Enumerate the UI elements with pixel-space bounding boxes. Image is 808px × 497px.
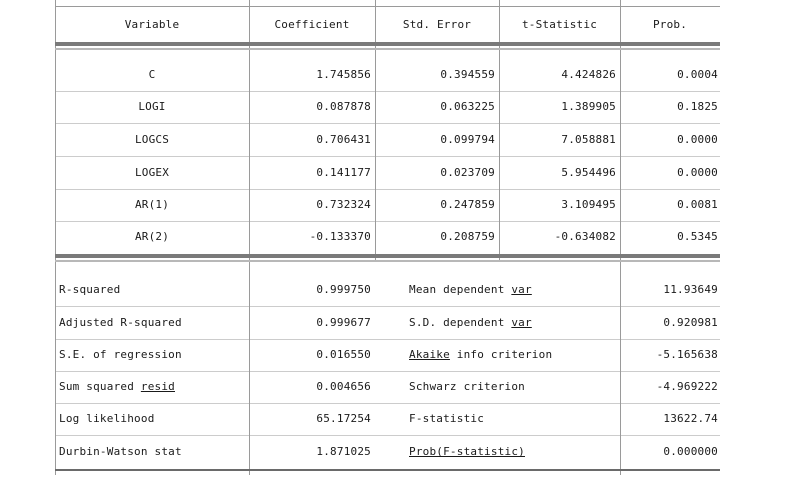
stat-label-2: Schwarz criterion bbox=[409, 380, 525, 393]
row-divider bbox=[55, 435, 720, 436]
row-prob: 0.0004 bbox=[677, 68, 718, 81]
row-coefficient: 0.706431 bbox=[316, 133, 371, 146]
stat-label: Log likelihood bbox=[59, 412, 155, 425]
row-std-error: 0.394559 bbox=[440, 68, 495, 81]
stat-label: Adjusted R-squared bbox=[59, 316, 182, 329]
stat-label: R-squared bbox=[59, 283, 121, 296]
stat-value-2: 13622.74 bbox=[663, 412, 718, 425]
stat-label: Durbin-Watson stat bbox=[59, 445, 182, 458]
row-coefficient: -0.133370 bbox=[309, 230, 371, 243]
underlined-word: Akaike bbox=[409, 348, 450, 361]
row-t-statistic: 3.109495 bbox=[561, 198, 616, 211]
stat-value-2: -5.165638 bbox=[656, 348, 718, 361]
row-divider bbox=[55, 339, 720, 340]
header-std-error: Std. Error bbox=[402, 18, 472, 31]
stat-label: Sum squared resid bbox=[59, 380, 175, 393]
row-divider bbox=[55, 306, 720, 307]
stat-value-2: 11.93649 bbox=[663, 283, 718, 296]
stat-value: 0.999677 bbox=[316, 316, 371, 329]
row-prob: 0.0000 bbox=[677, 133, 718, 146]
stat-label-2: Akaike info criterion bbox=[409, 348, 553, 361]
row-std-error: 0.063225 bbox=[440, 100, 495, 113]
stat-label-2 bbox=[409, 441, 619, 463]
row-coefficient: 1.745856 bbox=[316, 68, 371, 81]
row-divider bbox=[55, 123, 720, 124]
stat-label-2: Mean dependent var bbox=[409, 283, 532, 296]
header-variable: Variable bbox=[124, 18, 180, 31]
header-t-statistic: t-Statistic bbox=[521, 18, 598, 31]
row-variable: LOGI bbox=[138, 100, 166, 113]
row-divider bbox=[55, 156, 720, 157]
stat-value-2: 0.920981 bbox=[663, 316, 718, 329]
stat-value: 65.17254 bbox=[316, 412, 371, 425]
underlined-word: var bbox=[511, 283, 532, 296]
row-prob: 0.5345 bbox=[677, 230, 718, 243]
stat-value: 0.999750 bbox=[316, 283, 371, 296]
row-divider bbox=[55, 221, 720, 222]
row-divider bbox=[55, 91, 720, 92]
stat-label-2: S.D. dependent var bbox=[409, 316, 532, 329]
row-std-error: 0.247859 bbox=[440, 198, 495, 211]
row-divider bbox=[55, 371, 720, 372]
row-divider bbox=[55, 189, 720, 190]
row-prob: 0.0000 bbox=[677, 166, 718, 179]
row-t-statistic: -0.634082 bbox=[554, 230, 616, 243]
row-variable: AR(2) bbox=[134, 230, 170, 243]
row-std-error: 0.023709 bbox=[440, 166, 495, 179]
header-coefficient: Coefficient bbox=[274, 18, 350, 31]
underlined-word: Prob(F-statistic) bbox=[409, 445, 525, 458]
row-prob: 0.1825 bbox=[677, 100, 718, 113]
stat-label-2: F-statistic bbox=[409, 412, 485, 425]
regression-output-table bbox=[55, 0, 720, 475]
header-rule bbox=[55, 48, 720, 50]
row-std-error: 0.208759 bbox=[440, 230, 495, 243]
stat-value-2: -4.969222 bbox=[656, 380, 718, 393]
underlined-word: resid bbox=[140, 380, 175, 393]
section-rule bbox=[55, 254, 720, 258]
bottom-border bbox=[55, 469, 720, 471]
row-coefficient: 0.087878 bbox=[316, 100, 371, 113]
row-variable: C bbox=[148, 68, 156, 81]
row-std-error: 0.099794 bbox=[440, 133, 495, 146]
stat-value: 0.016550 bbox=[316, 348, 371, 361]
row-coefficient: 0.732324 bbox=[316, 198, 371, 211]
row-variable: AR(1) bbox=[134, 198, 170, 211]
underlined-word: var bbox=[511, 316, 532, 329]
row-coefficient: 0.141177 bbox=[316, 166, 371, 179]
row-variable: LOGCS bbox=[134, 133, 170, 146]
stat-value: 0.004656 bbox=[316, 380, 371, 393]
section-rule bbox=[55, 260, 720, 262]
row-t-statistic: 1.389905 bbox=[561, 100, 616, 113]
stat-value: 1.871025 bbox=[316, 445, 371, 458]
stat-value-2: 0.000000 bbox=[663, 445, 718, 458]
stat-label: S.E. of regression bbox=[59, 348, 182, 361]
row-t-statistic: 7.058881 bbox=[561, 133, 616, 146]
row-t-statistic: 4.424826 bbox=[561, 68, 616, 81]
row-t-statistic: 5.954496 bbox=[561, 166, 616, 179]
row-prob: 0.0081 bbox=[677, 198, 718, 211]
header-prob: Prob. bbox=[652, 18, 688, 31]
header-rule bbox=[55, 42, 720, 46]
row-variable: LOGEX bbox=[134, 166, 170, 179]
row-divider bbox=[55, 403, 720, 404]
